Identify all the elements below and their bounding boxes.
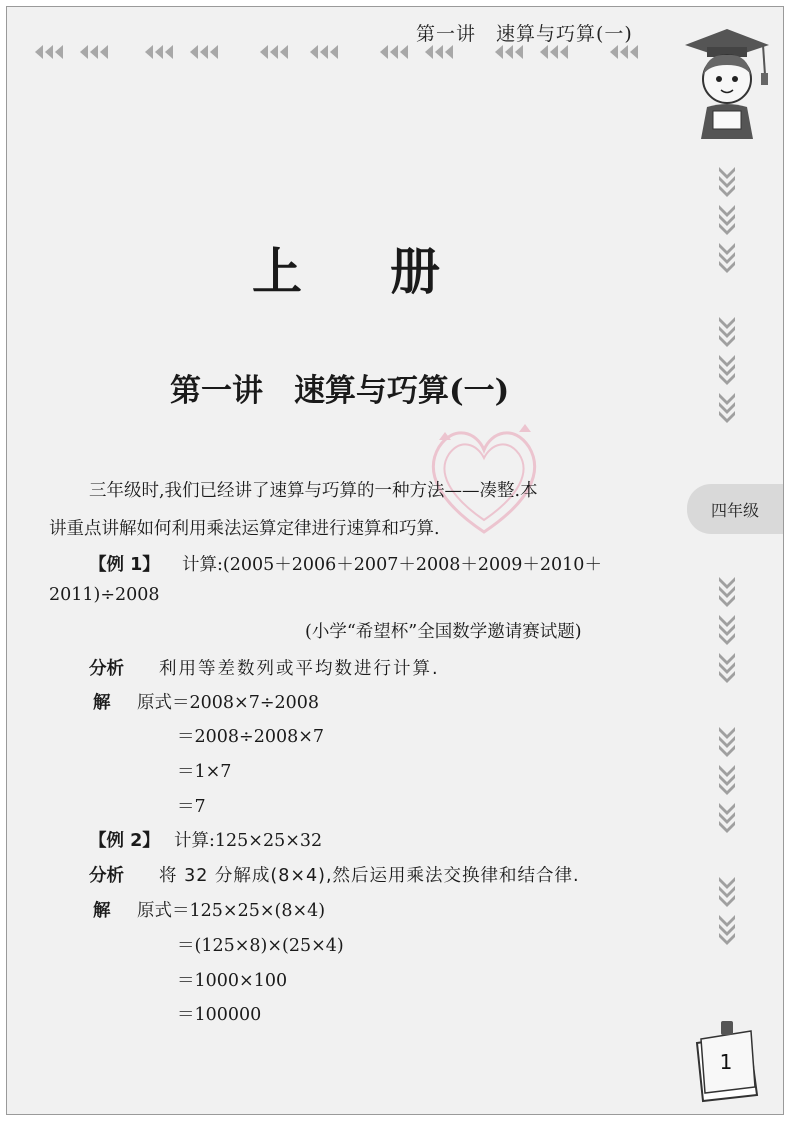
side-arrow-decoration-upper [716, 167, 738, 447]
book-page [6, 6, 784, 1115]
grade-tab: 四年级 [687, 484, 783, 534]
example-1-problem-line-1: 计算:(2005＋2006＋2007＋2008＋2009＋2010＋ [182, 555, 602, 575]
example-1-solution-line-2: ＝2008÷2008×7 [177, 727, 325, 747]
page-number-badge [693, 1015, 763, 1105]
example-1-analysis-text: 利用等差数列或平均数进行计算. [159, 659, 440, 679]
example-2-analysis-label: 分析 [89, 866, 124, 886]
running-header: 第一讲 速算与巧算(一) [416, 23, 633, 45]
header-arrow-decoration [35, 44, 665, 60]
example-1-solution-label: 解 [93, 693, 111, 713]
intro-line-1: 三年级时,我们已经讲了速算与巧算的一种方法——凑整.本 [89, 481, 538, 501]
example-1-problem-line-2: 2011)÷2008 [49, 585, 160, 605]
graduate-mascot-illustration [677, 17, 777, 142]
example-2-problem: 计算:125×25×32 [174, 831, 323, 851]
example-1-source: (小学“希望杯”全国数学邀请赛试题) [305, 622, 582, 642]
example-2-solution-line-3: ＝1000×100 [177, 971, 288, 991]
chapter-title: 第一讲 速算与巧算(一) [170, 373, 510, 409]
page-number: 1 [719, 1050, 733, 1074]
example-2-solution-label: 解 [93, 901, 111, 921]
intro-line-2: 讲重点讲解如何利用乘法运算定律进行速算和巧算. [49, 519, 440, 539]
example-2-solution-line-4: ＝100000 [177, 1005, 262, 1025]
example-2-analysis-text: 将 32 分解成(8×4),然后运用乘法交换律和结合律. [159, 866, 580, 886]
example-1-solution-line-4: ＝7 [177, 797, 206, 817]
example-1-solution-line-1: 原式＝2008×7÷2008 [137, 693, 320, 713]
example-1-solution-line-3: ＝1×7 [177, 762, 232, 782]
example-2-solution-line-2: ＝(125×8)×(25×4) [177, 936, 344, 956]
example-1-tag: 【例 1】 [89, 555, 160, 575]
side-arrow-decoration-lower [716, 577, 738, 997]
volume-title: 上册 [252, 242, 528, 301]
example-1-analysis-label: 分析 [89, 659, 124, 679]
example-2-solution-line-1: 原式＝125×25×(8×4) [137, 901, 326, 921]
example-2-tag: 【例 2】 [89, 831, 160, 851]
